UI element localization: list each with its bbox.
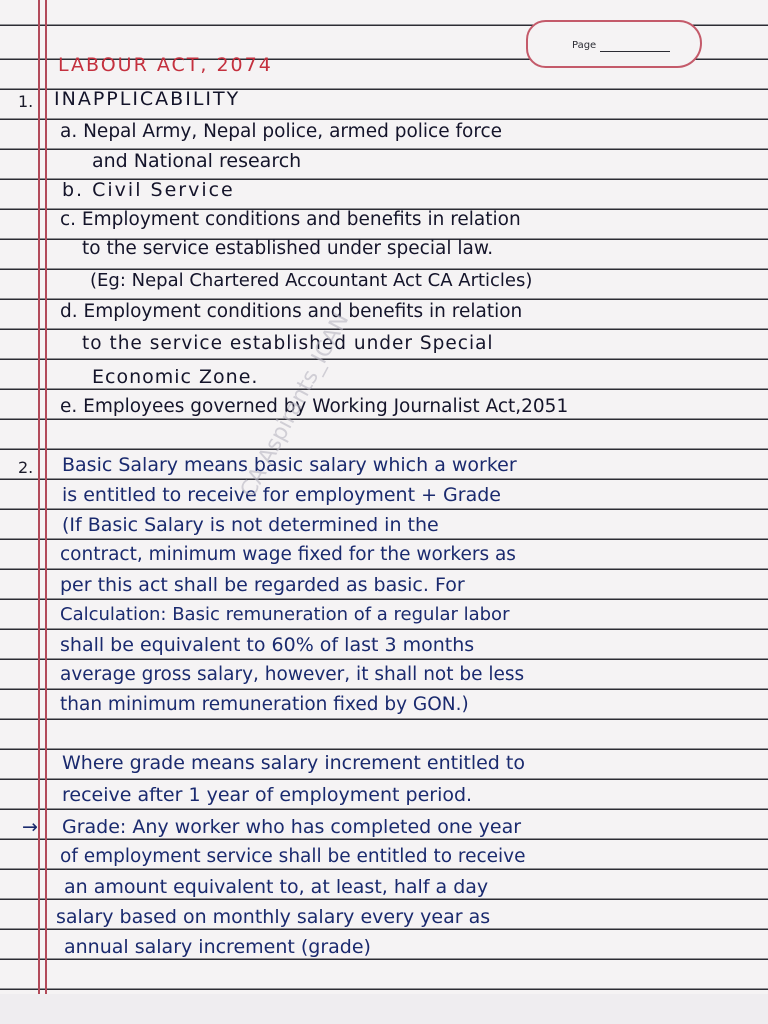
text-line: is entitled to receive for employment + Grade bbox=[62, 484, 501, 506]
watermark: CA Aspirants_ICAN bbox=[236, 309, 355, 502]
margin-line-inner bbox=[45, 0, 47, 1024]
text-line: e. Employees governed by Working Journalist Act,2051 bbox=[60, 396, 569, 417]
page-label: Page bbox=[572, 40, 597, 51]
text-line: contract, minimum wage fixed for the workers as bbox=[60, 544, 516, 565]
page-title: LABOUR ACT, 2074 bbox=[58, 54, 273, 76]
text-line: Calculation: Basic remuneration of a regular labor bbox=[60, 604, 510, 625]
arrow-icon: → bbox=[22, 816, 38, 838]
text-line: a. Nepal Army, Nepal police, armed police force bbox=[60, 121, 503, 142]
text-line: receive after 1 year of employment period. bbox=[62, 784, 473, 806]
text-line: Where grade means salary increment entitled to bbox=[62, 752, 525, 774]
text-line: Basic Salary means basic salary which a worker bbox=[62, 454, 517, 476]
text-line: d. Employment conditions and benefits in relation bbox=[60, 301, 523, 322]
text-line: and National research bbox=[92, 150, 302, 172]
page-number-rule bbox=[600, 51, 670, 52]
text-line: to the service established under Special bbox=[82, 333, 494, 354]
margin-line-outer bbox=[38, 0, 40, 1024]
page-number-box bbox=[526, 20, 702, 68]
text-line: b. Civil Service bbox=[62, 179, 235, 201]
section-number-2: 2. bbox=[18, 458, 34, 477]
text-line: salary based on monthly salary every year as bbox=[56, 906, 491, 928]
page-bottom-edge bbox=[0, 994, 768, 1024]
text-line: c. Employment conditions and benefits in relation bbox=[60, 209, 521, 230]
text-line: Grade: Any worker who has completed one year bbox=[62, 816, 522, 838]
text-line: to the service established under special law. bbox=[82, 238, 494, 259]
text-line: than minimum remuneration fixed by GON.) bbox=[60, 694, 469, 715]
text-line: an amount equivalent to, at least, half a day bbox=[64, 876, 489, 898]
text-line: per this act shall be regarded as basic. For bbox=[60, 574, 465, 596]
text-line: (Eg: Nepal Chartered Accountant Act CA Articles) bbox=[90, 270, 533, 291]
text-line: shall be equivalent to 60% of last 3 months bbox=[60, 634, 475, 656]
text-line: annual salary increment (grade) bbox=[64, 936, 371, 958]
text-line: Economic Zone. bbox=[92, 366, 259, 388]
text-line: average gross salary, however, it shall not be less bbox=[60, 664, 525, 685]
text-line: of employment service shall be entitled to receive bbox=[60, 846, 526, 867]
text-line: (If Basic Salary is not determined in the bbox=[62, 514, 439, 536]
section-heading: INAPPLICABILITY bbox=[54, 88, 241, 110]
section-number-1: 1. bbox=[18, 92, 34, 111]
